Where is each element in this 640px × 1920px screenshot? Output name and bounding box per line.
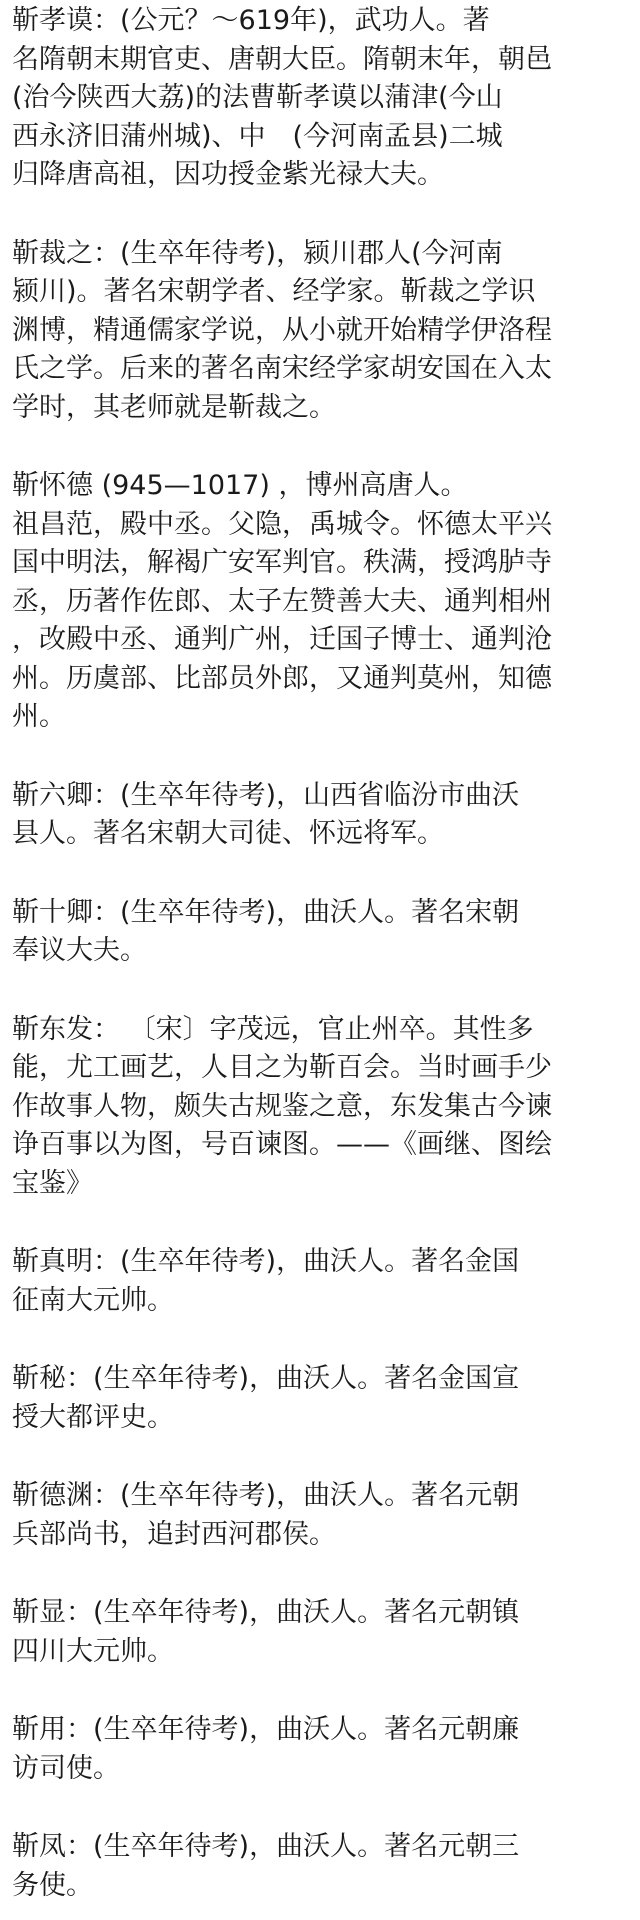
entry-line: 靳十卿：(生卒年待考)，曲沃人。著名宋朝 [12,896,520,928]
entry-line: 靳秘：(生卒年待考)，曲沃人。著名金国宣 [12,1363,520,1394]
entry-line: 靳德渊：(生卒年待考)，曲沃人。著名元朝 [12,1480,520,1511]
entry-line: 州。 [12,701,66,732]
entry-jin-xian [12,1594,630,1671]
entry-jin-caizhi [12,235,630,428]
entry-line: 奉议大夫。 [12,935,147,966]
entry-jin-feng [12,1828,630,1905]
entry-jin-huaide [12,467,630,737]
entry-line: 归降唐高祖，因功授金紫光禄大夫。 [12,159,444,190]
entry-line: 名隋朝末期官吏、唐朝大臣。隋朝末年，朝邑 [12,43,552,75]
entry-line: 颍川)。著名宋朝学者、经学家。靳裁之学识 [12,276,536,307]
entry-line: 国中明法，解褐广安军判官。秩满，授鸿胪寺 [12,547,552,578]
entry-jin-xiaomo [12,2,630,195]
entry-line: 作故事人物，颇失古规鉴之意，东发集古今谏 [12,1090,552,1122]
entry-line: 渊博，精通儒家学说，从小就开始精学伊洛程 [12,314,552,346]
entry-line: 西永济旧蒲州城)、中 (今河南孟县)二城 [12,120,503,152]
entry-line: 能，尤工画艺，人目之为靳百会。当时画手少 [12,1052,552,1083]
entry-line: 靳显：(生卒年待考)，曲沃人。著名元朝镇 [12,1597,520,1628]
entry-line: 靳怀德 (945—1017) ，博州高唐人。 [12,470,468,501]
entry-line: 靳六卿：(生卒年待考)，山西省临汾市曲沃 [12,779,520,811]
entry-line: 丞，历著作佐郎、太子左赞善大夫、通判相州 [12,585,552,617]
entry-jin-shiqing [12,894,630,971]
entry-line: (治今陕西大荔)的法曹靳孝谟以蒲津(今山 [12,82,503,113]
entry-line: 学时，其老师就是靳裁之。 [12,391,336,423]
entry-line: 诤百事以为图，号百谏图。——《画继、图绘 [12,1129,552,1160]
entry-line: 靳东发： 〔宋〕字茂远，官止州卒。其性多 [12,1013,534,1045]
entry-jin-yong [12,1711,630,1788]
entry-line: 兵部尚书，追封西河郡侯。 [12,1518,336,1550]
entry-line: 访司使。 [12,1752,120,1784]
entry-jin-mi [12,1360,630,1437]
entry-line: 县人。著名宋朝大司徒、怀远将军。 [12,818,444,849]
entry-line: 靳孝谟：(公元？～619年)，武功人。著 [12,5,490,36]
entry-line: 靳真明：(生卒年待考)，曲沃人。著名金国 [12,1246,520,1277]
entry-line: 授大都评史。 [12,1401,174,1433]
entry-line: 四川大元帅。 [12,1635,174,1667]
entry-line: 祖昌范，殿中丞。父隐，禹城令。怀德太平兴 [12,508,552,540]
entry-jin-liuqing [12,777,630,854]
entry-line: 州。历虞部、比部员外郎，又通判莫州，知德 [12,662,552,694]
entry-line: 宝鉴》 [12,1167,93,1199]
entry-jin-zhenming [12,1243,630,1320]
entry-line: 靳用：(生卒年待考)，曲沃人。著名元朝廉 [12,1714,520,1745]
entry-line: 务使。 [12,1869,93,1901]
entry-line: 靳裁之：(生卒年待考)，颍川郡人(今河南 [12,237,503,269]
entry-line: 征南大元帅。 [12,1284,174,1316]
entry-line: ，改殿中丞、通判广州，迁国子博士、通判沧 [12,624,552,655]
entry-line: 氏之学。后来的著名南宋经学家胡安国在入太 [12,353,552,384]
entry-jin-dongfa [12,1011,630,1204]
entry-jin-deyuan [12,1477,630,1554]
entry-line: 靳凤：(生卒年待考)，曲沃人。著名元朝三 [12,1831,520,1862]
